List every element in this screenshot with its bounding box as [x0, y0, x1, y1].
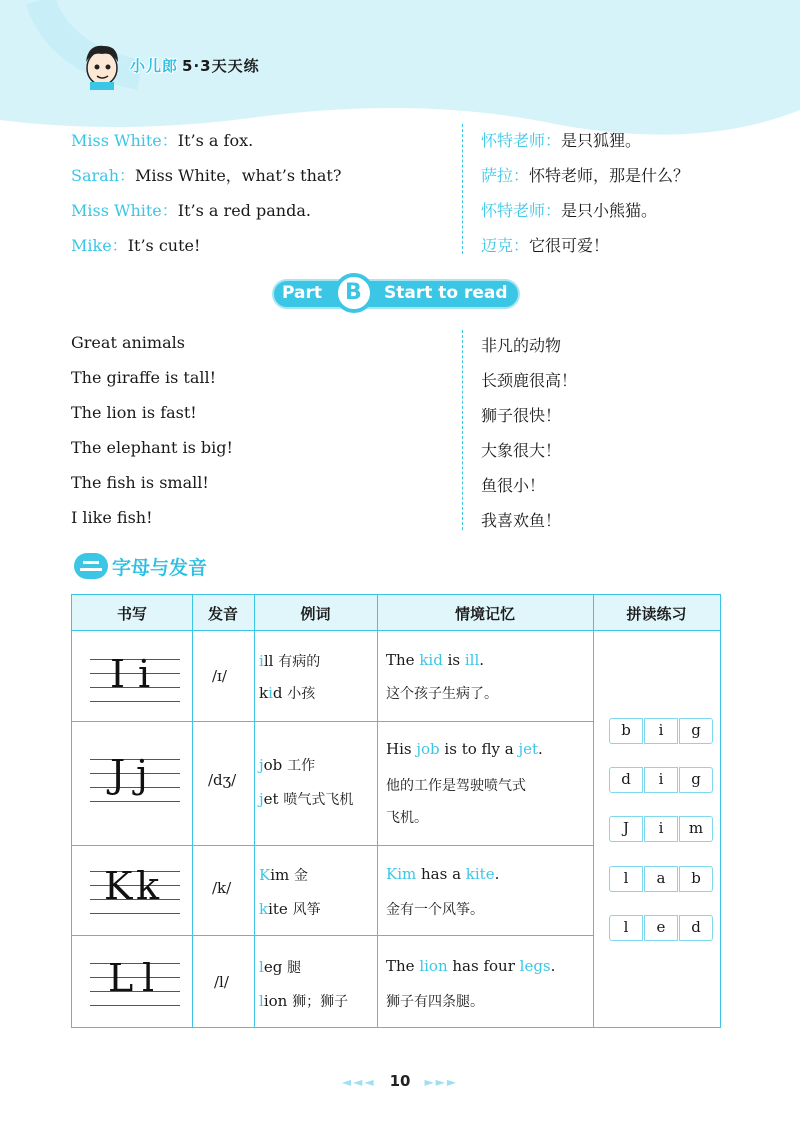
word-highlight: K — [259, 866, 271, 884]
context-translation: 金有一个风筝。 — [386, 902, 484, 918]
phonetic: /l/ — [214, 973, 229, 991]
dialogue-text-zh: 是只狐狸。 — [561, 131, 642, 150]
tile-letter: i — [644, 767, 678, 793]
guide-line — [90, 991, 180, 992]
example-word-1 — [259, 957, 301, 977]
guide-line — [90, 977, 180, 978]
speaker-colon: ： — [119, 166, 136, 185]
phonetic: /k/ — [212, 879, 232, 897]
speaker: Miss White — [71, 131, 162, 150]
header-spelling-practice: 拼读练习 — [626, 605, 687, 623]
word-zh: 风筝 — [292, 902, 321, 918]
word-zh: 小孩 — [287, 686, 316, 702]
dialogue-line-3-en — [71, 198, 311, 221]
reading-line-zh: 我喜欢鱼！ — [481, 511, 562, 530]
guide-line — [90, 787, 180, 788]
tile-letter: i — [644, 718, 678, 744]
guide-line — [90, 687, 180, 688]
guide-line — [90, 801, 180, 802]
uppercase-letter: K — [104, 864, 133, 908]
sentence-part: His — [386, 740, 417, 758]
word-highlight: j — [259, 790, 264, 808]
guide-line — [90, 701, 180, 702]
col-divider — [593, 595, 594, 1027]
word-rest: ll — [263, 652, 274, 670]
reading-line-zh: 长颈鹿很高！ — [481, 371, 578, 390]
dialogue-text: It’s a red panda. — [177, 201, 311, 220]
tile-letter: m — [679, 816, 713, 842]
section-title: 字母与发音 — [112, 557, 208, 579]
sentence-highlight: kite — [465, 865, 495, 883]
part-b-banner — [272, 275, 522, 313]
part-label: Part — [282, 283, 322, 303]
word-zh: 工作 — [287, 758, 316, 774]
dialogue-line-1-zh — [481, 128, 641, 151]
word-highlight: l — [259, 992, 264, 1010]
sentence-highlight: lion — [419, 957, 448, 975]
speaker-zh: 怀特老师 — [481, 131, 546, 150]
sentence-part: . — [494, 865, 500, 883]
example-word-1 — [259, 755, 315, 775]
word-highlight: l — [259, 958, 264, 976]
tile-letter: b — [609, 718, 643, 744]
header-example-words: 例词 — [300, 605, 331, 623]
uppercase-letter: L — [108, 956, 134, 1000]
right-arrows-icon: ►►► — [424, 1075, 459, 1089]
word-highlight: i — [268, 684, 273, 702]
context-translation: 他的工作是驾驶喷气式 — [386, 778, 526, 794]
sentence-part: has four — [447, 957, 520, 975]
speaker: Miss White — [71, 201, 162, 220]
sentence-part: The — [386, 957, 420, 975]
dialogue-text: Miss White，what’s that? — [135, 166, 342, 185]
speaker: Sarah — [71, 166, 119, 185]
dialogue-text: It’s cute! — [127, 236, 201, 255]
dialogue-divider — [462, 124, 463, 254]
context-sentence — [386, 957, 555, 975]
handwriting-grid-i — [90, 653, 180, 713]
word-zh: 有病的 — [278, 654, 321, 670]
sentence-highlight: legs — [519, 957, 551, 975]
word-highlight: j — [259, 756, 264, 774]
row-divider — [72, 935, 593, 936]
sentence-highlight: kid — [419, 651, 443, 669]
word-rest: eg — [263, 958, 283, 976]
reading-line-en: I like fish! — [71, 508, 153, 527]
page-footer — [0, 1072, 800, 1090]
speaker-zh: 迈克 — [481, 236, 514, 255]
tile-letter: i — [644, 816, 678, 842]
example-word-1 — [259, 651, 320, 671]
phonetic: /ɪ/ — [212, 667, 227, 685]
tile-letter: e — [644, 915, 678, 941]
speaker-colon: ： — [161, 201, 178, 220]
speaker-colon: ： — [545, 131, 562, 150]
tile-letter: g — [679, 718, 713, 744]
word-highlight: i — [259, 652, 264, 670]
context-translation-cont: 飞机。 — [386, 810, 428, 826]
header-pronunciation: 发音 — [207, 605, 238, 623]
tile-letter: d — [679, 915, 713, 941]
brand-series: 5·3天天练 — [182, 57, 260, 75]
col-divider — [192, 595, 193, 1027]
sentence-part: . — [550, 957, 556, 975]
tile-letter: d — [609, 767, 643, 793]
dialogue-line-3-zh — [481, 198, 657, 221]
mascot-boy-icon — [78, 40, 126, 90]
sentence-part: . — [479, 651, 485, 669]
reading-line-en: The fish is small! — [71, 473, 209, 492]
reading-line-zh: 大象很大！ — [481, 441, 562, 460]
dialogue-line-2-en — [71, 163, 341, 186]
tile-letter: a — [644, 866, 678, 892]
spelling-tile-3 — [609, 816, 713, 842]
example-word-2 — [259, 899, 321, 919]
word-prefix: k — [259, 684, 269, 702]
word-zh: 金 — [294, 868, 309, 884]
table-header — [72, 595, 720, 631]
spelling-tile-4 — [609, 866, 713, 892]
brand-title — [130, 55, 260, 76]
uppercase-letter: J — [110, 752, 126, 796]
spelling-tile-5 — [609, 915, 713, 941]
speaker-colon: ： — [161, 131, 178, 150]
sentence-highlight: Kim — [386, 865, 417, 883]
reading-line-zh: 鱼很小！ — [481, 476, 546, 495]
dialogue-text: It’s a fox. — [177, 131, 254, 150]
tile-letter: b — [679, 866, 713, 892]
section-number-two-icon — [74, 553, 108, 579]
sentence-highlight: ill — [464, 651, 480, 669]
brand-name: 小儿郎 — [130, 57, 179, 75]
part-letter: B — [345, 280, 362, 305]
lowercase-letter: i — [138, 652, 151, 696]
dialogue-text-zh: 是只小熊猫。 — [561, 201, 658, 220]
speaker: Mike — [71, 236, 112, 255]
header-context-memory: 情境记忆 — [454, 605, 515, 623]
sentence-part: is — [442, 651, 465, 669]
word-rest: ite — [268, 900, 288, 918]
speaker-colon: ： — [111, 236, 128, 255]
example-word-2 — [259, 991, 348, 1011]
lowercase-letter: k — [136, 864, 160, 908]
example-word-2 — [259, 683, 315, 703]
speaker-colon: ： — [513, 166, 530, 185]
word-zh: 狮；狮子 — [292, 994, 349, 1010]
sentence-part: . — [538, 740, 543, 758]
handwriting-grid-j — [90, 753, 180, 813]
reading-line-en: The elephant is big! — [71, 438, 233, 457]
context-sentence — [386, 651, 484, 669]
row-divider — [72, 845, 593, 846]
dialogue-line-4-zh — [481, 233, 609, 256]
word-rest: ob — [263, 756, 283, 774]
spelling-tile-1 — [609, 718, 713, 744]
sentence-part: The — [386, 651, 420, 669]
dialogue-line-2-zh — [481, 163, 689, 186]
tile-letter: l — [609, 866, 643, 892]
uppercase-letter: I — [110, 652, 126, 696]
context-translation: 狮子有四条腿。 — [386, 994, 484, 1010]
guide-line — [90, 673, 180, 674]
guide-line — [90, 759, 180, 760]
speaker-zh: 怀特老师 — [481, 201, 546, 220]
lowercase-letter: l — [142, 956, 155, 1000]
speaker-zh: 萨拉 — [481, 166, 514, 185]
lowercase-letter: j — [136, 752, 148, 796]
letters-table — [71, 594, 721, 1028]
word-rest: d — [272, 684, 283, 702]
part-title: Start to read — [384, 283, 508, 303]
spelling-tile-2 — [609, 767, 713, 793]
sentence-highlight: job — [416, 740, 440, 758]
col-divider — [377, 595, 378, 1027]
reading-line-en: Great animals — [71, 333, 185, 352]
tile-letter: J — [609, 816, 643, 842]
col-divider — [254, 595, 255, 1027]
page-number: 10 — [389, 1072, 411, 1090]
left-arrows-icon: ◄◄◄ — [341, 1075, 376, 1089]
example-word-1 — [259, 865, 308, 885]
guide-line — [90, 659, 180, 660]
handwriting-grid-l — [90, 957, 180, 1017]
context-translation: 这个孩子生病了。 — [386, 686, 498, 702]
row-divider — [72, 721, 593, 722]
guide-line — [90, 913, 180, 914]
sentence-highlight: jet — [518, 740, 539, 758]
tile-letter: l — [609, 915, 643, 941]
dialogue-line-1-en — [71, 128, 253, 151]
context-sentence — [386, 740, 543, 758]
header-writing: 书写 — [116, 605, 147, 623]
context-sentence — [386, 865, 499, 883]
sentence-part: has a — [416, 865, 466, 883]
speaker-colon: ： — [513, 236, 530, 255]
reading-line-zh: 狮子很快！ — [481, 406, 562, 425]
example-word-2 — [259, 789, 353, 809]
guide-line — [90, 963, 180, 964]
dialogue-line-4-en — [71, 233, 200, 256]
sentence-part: is to fly a — [439, 740, 519, 758]
speaker-colon: ： — [545, 201, 562, 220]
word-zh: 喷气式飞机 — [283, 792, 354, 808]
reading-line-zh: 非凡的动物 — [481, 336, 562, 355]
tile-letter: g — [679, 767, 713, 793]
guide-line — [90, 773, 180, 774]
guide-line — [90, 1005, 180, 1006]
reading-line-en: The giraffe is tall! — [71, 368, 217, 387]
reading-line-en: The lion is fast! — [71, 403, 197, 422]
phonetic: /dʒ/ — [208, 771, 237, 789]
dialogue-text-zh: 怀特老师，那是什么？ — [529, 166, 690, 185]
reading-divider — [462, 330, 463, 530]
word-zh: 腿 — [287, 960, 302, 976]
word-highlight: k — [259, 900, 269, 918]
word-rest: et — [263, 790, 279, 808]
word-rest: im — [270, 866, 290, 884]
word-rest: ion — [263, 992, 288, 1010]
dialogue-text-zh: 它很可爱！ — [529, 236, 610, 255]
handwriting-grid-k — [90, 865, 180, 925]
